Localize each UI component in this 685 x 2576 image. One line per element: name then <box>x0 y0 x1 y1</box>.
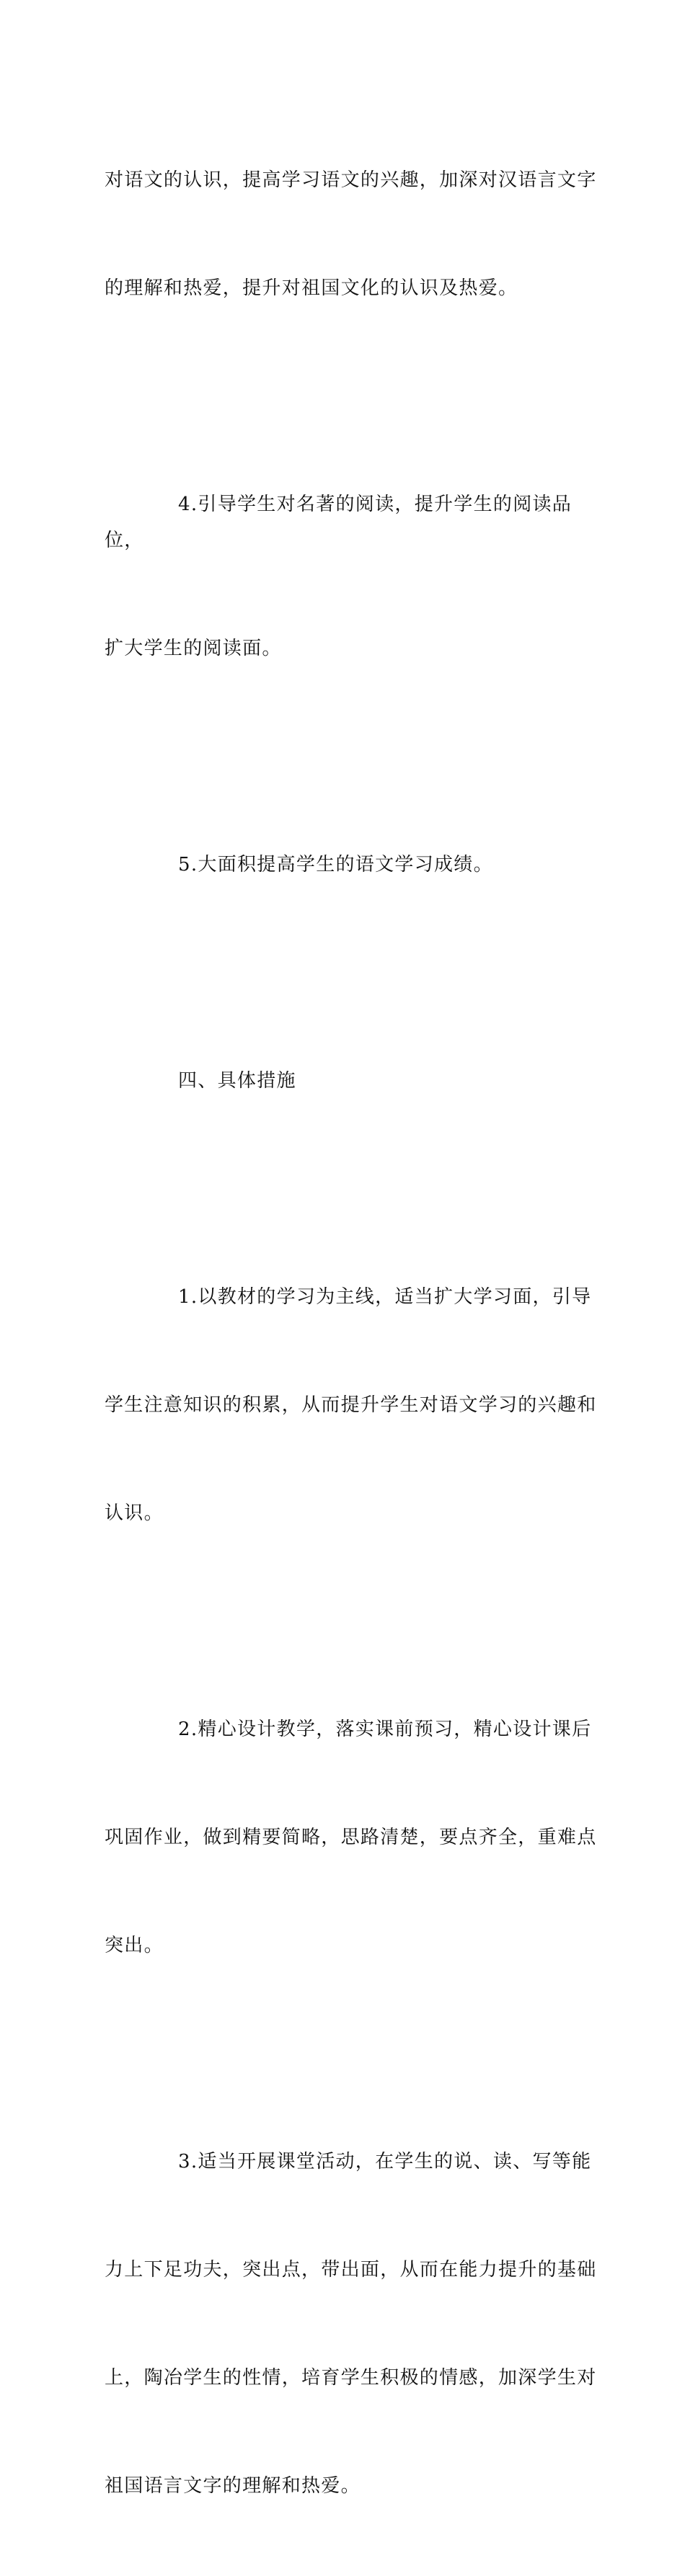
text-line: 对语文的认识，提高学习语文的兴趣，加深对汉语言文字 <box>105 169 597 191</box>
paragraph-gap <box>105 378 602 414</box>
text-line: 4.引导学生对名著的阅读，提升学生的阅读品位， <box>105 494 573 551</box>
paragraph-measure-2 <box>105 1639 602 2036</box>
text-line: 学生注意知识的积累，从而提升学生对语文学习的兴趣和 <box>105 1394 597 1416</box>
paragraph-gap <box>105 739 602 775</box>
text-line: 2.精心设计教学，落实课前预习，精心设计课后 <box>178 1719 592 1740</box>
paragraph-goal-5 <box>105 775 602 955</box>
paragraph-gap <box>105 955 602 991</box>
paragraph-gap <box>105 1603 602 1639</box>
text-line: 3.适当开展课堂活动，在学生的说、读、写等能 <box>178 2151 592 2172</box>
paragraph-gap <box>105 1171 602 1207</box>
section-heading <box>105 991 602 1171</box>
text-line: 突出。 <box>105 1935 164 1956</box>
text-line: 扩大学生的阅读面。 <box>105 638 282 659</box>
text-line: 的理解和热爱，提升对祖国文化的认识及热爱。 <box>105 277 518 299</box>
paragraph-continuation <box>105 90 602 378</box>
paragraph-measure-3 <box>105 2072 602 2576</box>
text-line: 上，陶冶学生的性情，培育学生积极的情感，加深学生对 <box>105 2367 597 2389</box>
text-line: 5.大面积提高学生的语文学习成绩。 <box>178 854 493 875</box>
text-line: 力上下足功夫，突出点，带出面，从而在能力提升的基础 <box>105 2259 597 2281</box>
text-line: 巩固作业，做到精要简略，思路清楚，要点齐全，重难点 <box>105 1827 597 1848</box>
text-line: 认识。 <box>105 1502 164 1524</box>
text-line: 祖国语言文字的理解和热爱。 <box>105 2475 361 2497</box>
document-body <box>105 90 602 2576</box>
text-line: 1.以教材的学习为主线，适当扩大学习面，引导 <box>178 1286 592 1308</box>
paragraph-goal-4 <box>105 414 602 739</box>
paragraph-measure-1 <box>105 1207 602 1603</box>
paragraph-gap <box>105 2036 602 2072</box>
heading-text: 四、具体措施 <box>178 1070 296 1092</box>
